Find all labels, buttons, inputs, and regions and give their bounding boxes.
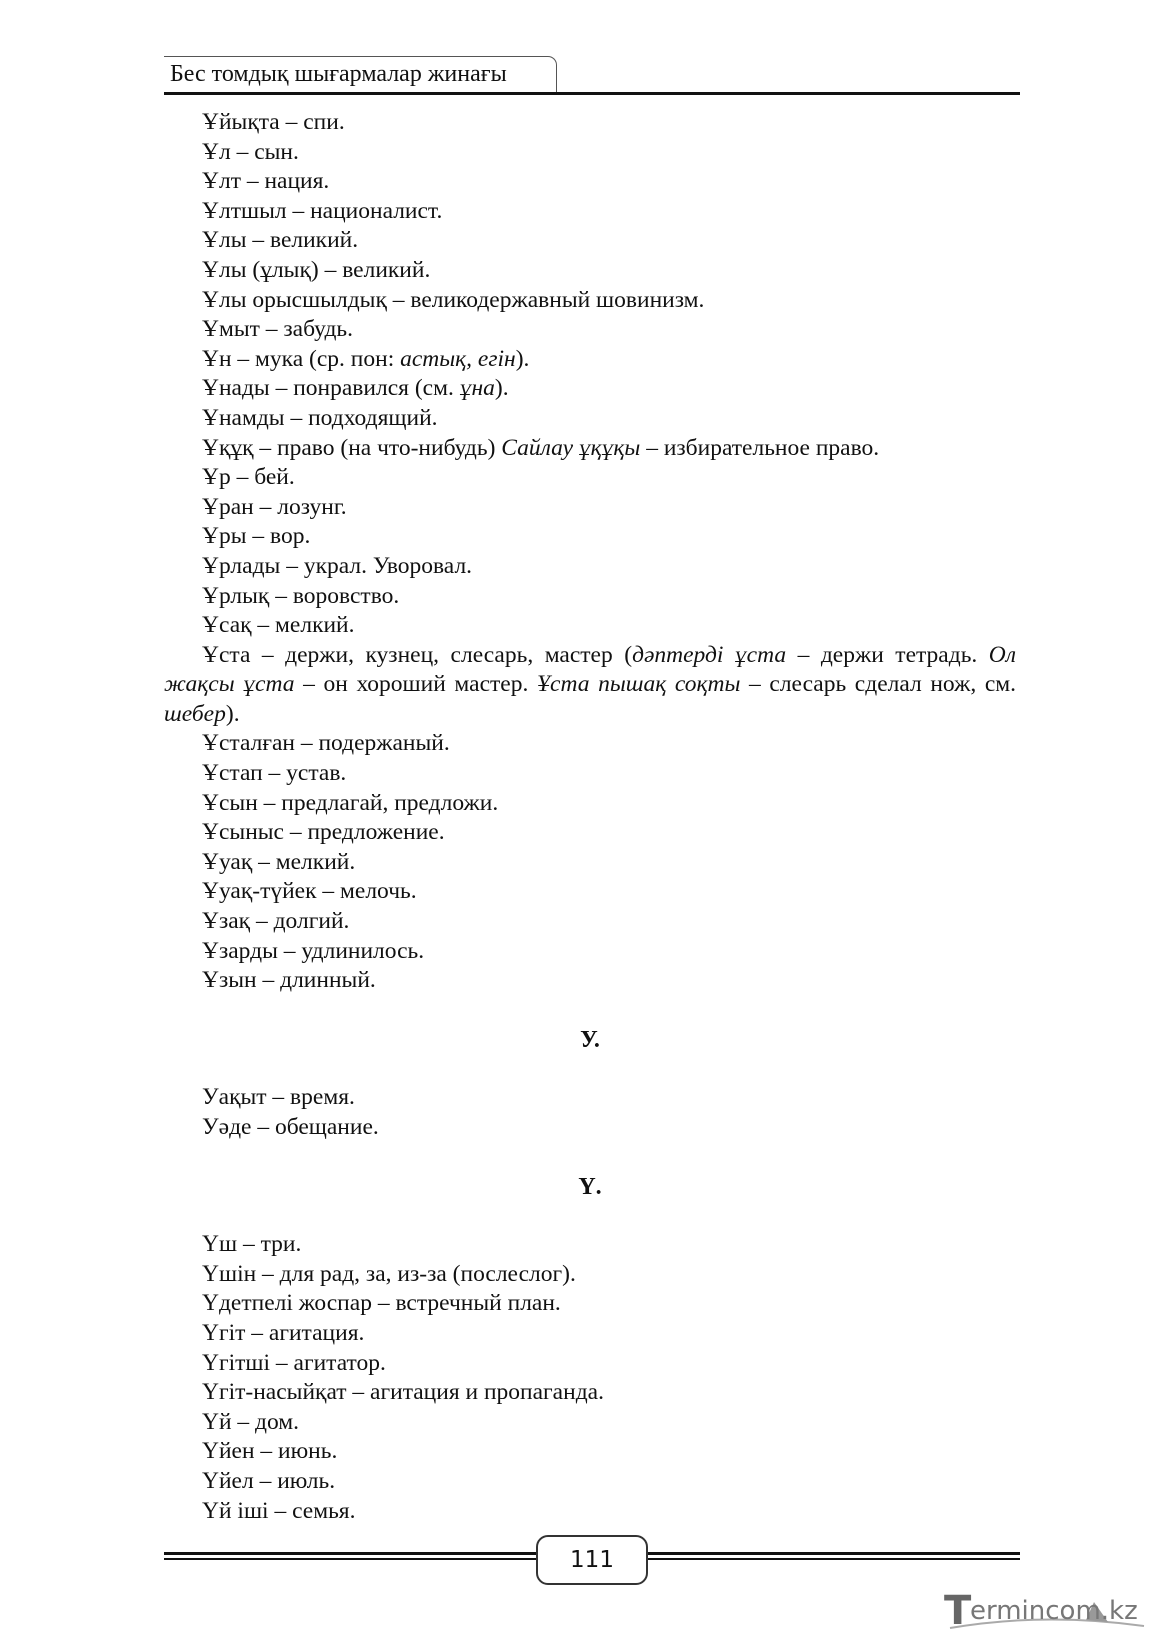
entry-block-2 <box>164 463 1016 641</box>
entry-block-u <box>164 1083 1016 1142</box>
dictionary-entry: Ұсталған – подержаный. <box>202 730 450 757</box>
entry-block-3 <box>164 729 1016 995</box>
dictionary-entry: Ұл – сын. <box>202 138 299 165</box>
section-heading-y: Ү. <box>578 1173 602 1200</box>
dictionary-entry: Ұзын – длинный. <box>202 967 376 994</box>
watermark-text: ermincom.kz <box>970 1596 1138 1626</box>
dictionary-entry: Ұлтшыл – националист. <box>202 197 443 224</box>
dictionary-entry: Үгіт – агитация. <box>202 1319 365 1346</box>
dictionary-entry: Ұйықта – спи. <box>202 109 345 135</box>
site-watermark-logo <box>944 1588 1148 1634</box>
dictionary-entry: Уәде – обещание. <box>202 1114 379 1140</box>
entry-block-1 <box>164 108 1016 345</box>
running-header-title: Бес томдық шығармалар жинағы <box>170 61 507 87</box>
dictionary-entry: Уақыт – время. <box>202 1084 355 1111</box>
dictionary-entry-un: Ұн – мука (ср. пон: астық, егін). <box>202 345 530 372</box>
header-rule <box>164 92 1020 95</box>
dictionary-entry-usta: Ұста – держи, кузнец, слесарь, мастер (дәптерді ұста – держи тетрадь. Ол жақсы ұста – он хороший мастер. Ұста пышақ соқты – слесарь сделал нож, см. шебер). <box>164 641 1017 727</box>
dictionary-entry: Ұсақ – мелкий. <box>202 612 355 639</box>
dictionary-entry: Үгітші – агитатор. <box>202 1349 386 1376</box>
dictionary-entry: Үдетпелі жоспар – встречный план. <box>202 1290 561 1317</box>
dictionary-entry-unamdy: Ұнамды – подходящий. <box>202 404 438 431</box>
dictionary-entry: Ұран – лозунг. <box>202 493 347 520</box>
dictionary-entry: Ұлт – нация. <box>202 168 330 195</box>
dictionary-entry-kukyk: Ұқұқ – право (на что-нибудь) Сайлау ұқұқы – избирательное право. <box>202 434 880 461</box>
dictionary-entry: Ұры – вор. <box>202 523 311 550</box>
dictionary-entry: Үшін – для рад, за, из-за (послеслог). <box>202 1260 576 1287</box>
dictionary-entry: Ұуақ-түйек – мелочь. <box>202 878 417 905</box>
dictionary-entry: Ұзарды – удлинилось. <box>202 937 425 964</box>
dictionary-entry: Ұстап – устав. <box>202 760 347 787</box>
dictionary-entry: Үй іші – семья. <box>202 1497 356 1524</box>
dictionary-entry: Үйел – июль. <box>202 1467 336 1494</box>
entry-block-y <box>164 1230 1016 1526</box>
dictionary-entry: Ұсыныс – предложение. <box>202 819 445 846</box>
dictionary-entry: Ұзақ – долгий. <box>202 908 350 935</box>
dictionary-entry: Үш – три. <box>202 1231 302 1258</box>
dictionary-entry: Ұуақ – мелкий. <box>202 848 356 875</box>
dictionary-entry: Ұлы (ұлық) – великий. <box>202 256 431 283</box>
dictionary-entry: Ұрлады – украл. Уворовал. <box>202 552 473 579</box>
dictionary-entry: Үй – дом. <box>202 1408 300 1435</box>
dictionary-entry: Ұр – бей. <box>202 464 295 491</box>
dictionary-entry: Ұсын – предлагай, предложи. <box>202 789 499 816</box>
dictionary-entry: Үгіт-насыйқат – агитация и пропаганда. <box>202 1379 604 1406</box>
dictionary-entry: Үйен – июнь. <box>202 1438 338 1465</box>
dictionary-entry: Ұмыт – забудь. <box>202 316 353 343</box>
dictionary-entry: Ұрлық – воровство. <box>202 582 400 609</box>
section-heading-u: У. <box>580 1026 600 1053</box>
watermark-t: T <box>944 1588 972 1634</box>
page-number: 111 <box>536 1535 648 1585</box>
dictionary-content <box>164 108 1016 1526</box>
dictionary-entry: Ұлы – великий. <box>202 227 359 254</box>
dictionary-entry: Ұлы орысшылдық – великодержавный шовинизм. <box>202 286 705 313</box>
dictionary-entry-unady: Ұнады – понравился (см. ұна). <box>202 375 509 402</box>
